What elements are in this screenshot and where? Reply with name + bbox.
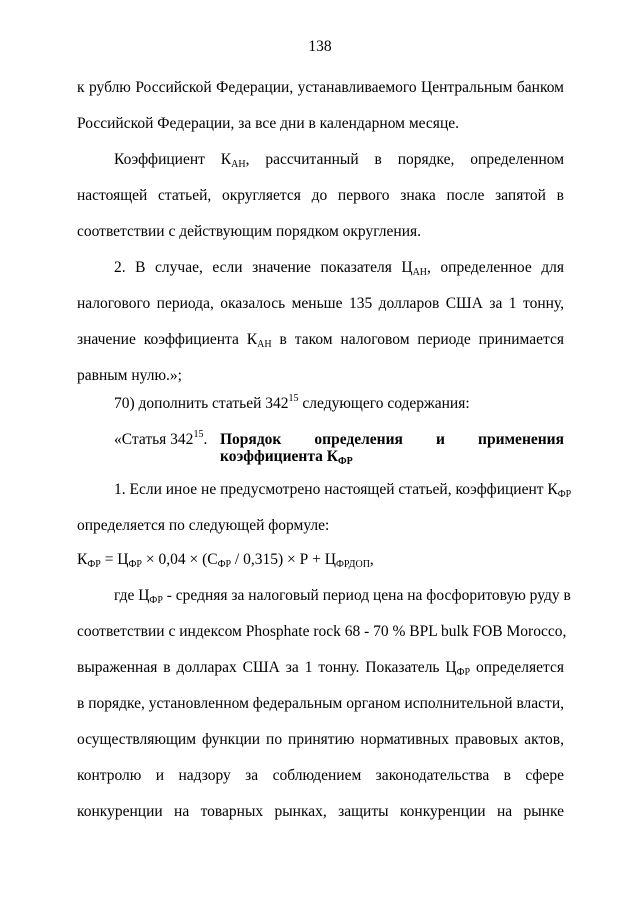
text-line: где $Ц_{ФР}$ - средняя за налоговый период цена на фосфоритовую руду в — [114, 587, 571, 606]
text-line: выраженная в долларах США за 1 тонну. Показатель $Ц_{ФР}$ определяется — [77, 659, 565, 678]
text-line: конкуренции на товарных рынках, защиты конкуренции на рынке — [77, 803, 564, 820]
text-line: Коэффициент $К_{АН}$, рассчитанный в порядке, определенном — [114, 151, 565, 170]
article-title-continued: коэффициента $К_{ФР}$ — [220, 448, 353, 467]
text-line: соответствии с действующим порядком округления. — [77, 223, 422, 240]
text-line: соответствии с индексом Phosphate rock 68 - 70 % BPL bulk FOB Morocco, — [77, 623, 567, 640]
article-label: «Статья $342^{15}$. — [114, 429, 208, 448]
text-line: к рублю Российской Федерации, устанавливаемого Центральным банком — [77, 79, 564, 96]
text-line: контролю и надзору за соблюдением законодательства в сфере — [77, 767, 564, 784]
text-line: 2. В случае, если значение показателя $Ц_{АН}$, определенное для — [114, 259, 564, 278]
text-line: в порядке, установленном федеральным органом исполнительной власти, — [77, 695, 564, 712]
text-line: 1. Если иное не предусмотрено настоящей статьей, коэффициент $К_{ФР}$ — [114, 481, 572, 500]
text-line: Российской Федерации, за все дни в календарном месяце. — [77, 115, 459, 132]
text-line: 70) дополнить статьей $342^{15}$ следующего содержания: — [114, 393, 470, 412]
text-line: равным нулю.»; — [77, 367, 182, 384]
text-line: осуществляющим функции по принятию нормативных правовых актов, — [77, 731, 564, 748]
text-line: налогового периода, оказалось меньше 135 долларов США за 1 тонну, — [77, 295, 564, 312]
text-line: значение коэффициента $К_{АН}$ в таком налоговом периоде принимается — [77, 331, 564, 350]
text-line: настоящей статьей, округляется до первого знака после запятой в — [77, 187, 564, 204]
text-line: определяется по следующей формуле: — [77, 517, 330, 534]
article-title: Порядок определения и применения — [220, 431, 564, 448]
page-number: 138 — [308, 38, 332, 55]
formula: $К_{ФР} = Ц_{ФР} \times 0,04 \times (С_{ФР} / 0,315) \times Р + Ц_{ФРДОП}$, — [77, 551, 374, 570]
